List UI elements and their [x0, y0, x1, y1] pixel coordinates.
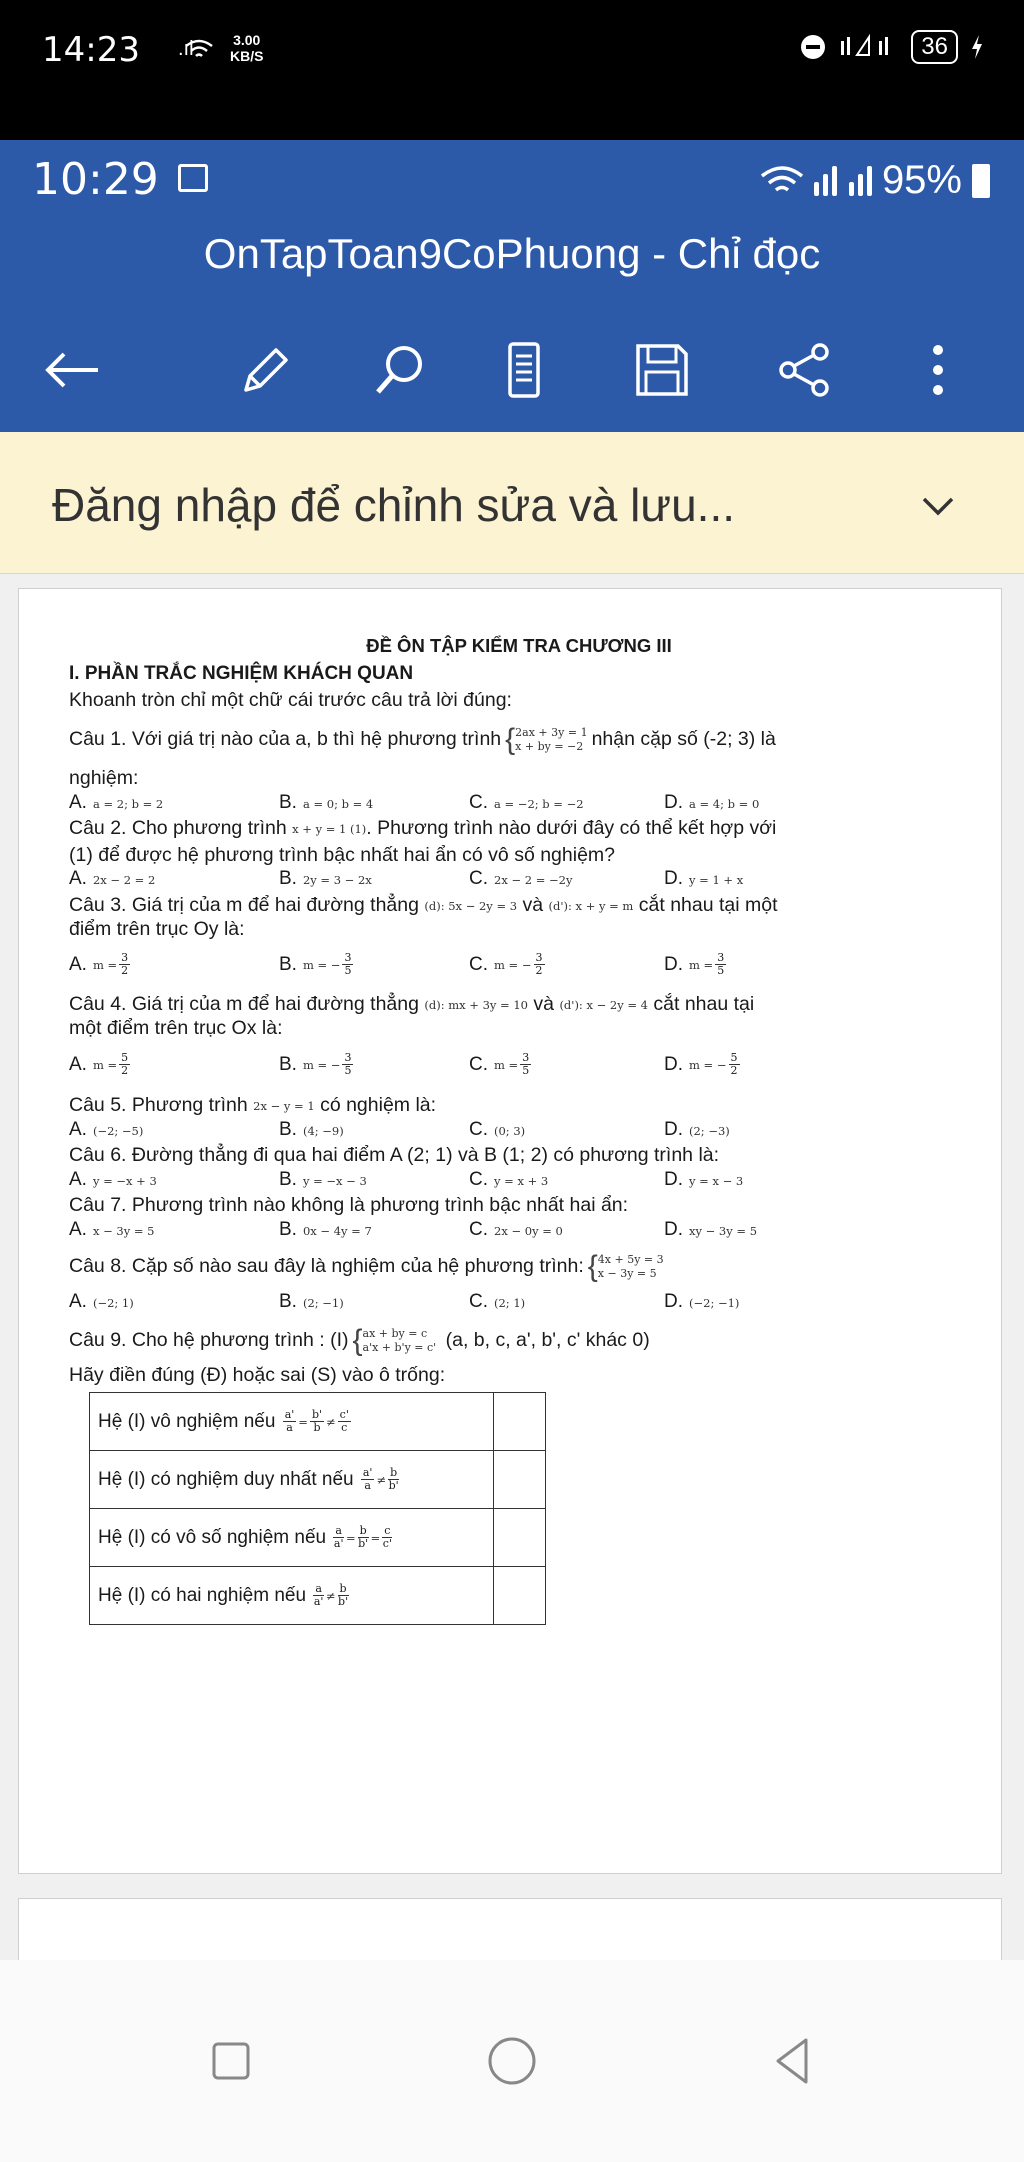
instruction: Khoanh tròn chỉ một chữ cái trước câu trả lời đúng:: [69, 689, 512, 711]
equation-system: { ax + by = c a'x + b'y = c': [352, 1324, 437, 1358]
answer-d[interactable]: D. y = x − 3: [664, 1168, 744, 1190]
charging-icon: [970, 34, 984, 60]
question-1: Câu 1. Với giá trị nào của a, b thì hệ phương trình { 2ax + 3y = 1 x + by = −2 nhận cặp số (-2; 3) là: [69, 723, 776, 756]
condition-cell: Hệ (I) có vô số nghiệm nếu $\frac{a}{a'}$ = $\frac{b}{b'}$ = $\frac{c}{c'}$: [90, 1509, 494, 1567]
document-title: OnTapToan9CoPhuong - Chỉ đọc: [203, 230, 821, 277]
more-icon[interactable]: [906, 338, 970, 402]
share-icon[interactable]: [772, 338, 836, 402]
document-content: [69, 633, 969, 1625]
back-arrow-icon[interactable]: [40, 338, 104, 402]
section-heading: I. PHẦN TRẮC NGHIỆM KHÁCH QUAN: [69, 663, 414, 684]
home-icon[interactable]: [481, 2030, 543, 2092]
answer-c[interactable]: C. y = x + 3: [469, 1168, 549, 1190]
wifi-icon: [184, 38, 214, 60]
answer-c[interactable]: C. m = − $\frac{3}{2}$: [469, 951, 543, 978]
answer-a[interactable]: A. m = $\frac{3}{2}$: [69, 951, 129, 978]
condition-cell: Hệ (I) có hai nghiệm nếu $\frac{a}{a'}$ ≠ $\frac{b}{b'}$: [90, 1567, 494, 1625]
signal-icon: .ıl: [178, 38, 194, 60]
answer-row: [69, 1282, 969, 1322]
answer-a[interactable]: A. y = −x + 3: [69, 1168, 157, 1190]
equation-system: { 4x + 5y = 3 x − 3y = 5: [587, 1250, 664, 1284]
network-speed: 3.00 KB/S: [230, 32, 264, 64]
answer-b[interactable]: B. 0x − 4y = 7: [279, 1218, 372, 1240]
battery-icon: [972, 164, 990, 198]
condition-cell: Hệ (I) vô nghiệm nếu $\frac{a'}{a}$ = $\frac{b'}{b}$ ≠ $\frac{c'}{c}$: [90, 1393, 494, 1451]
answer-d[interactable]: D. y = 1 + x: [664, 868, 744, 890]
equation-system: { 2ax + 3y = 1 x + by = −2: [505, 723, 588, 756]
question-3: Câu 3. Giá trị của m để hai đường thẳng (d): 5x − 2y = 3 và (d'): x + y = m cắt nhau tại một: [69, 893, 778, 916]
question-2: Câu 2. Cho phương trình x + y = 1 (1). Phương trình nào dưới đây có thể kết hợp với: [69, 817, 777, 839]
answer-a[interactable]: A. 2x − 2 = 2: [69, 868, 156, 890]
answer-a[interactable]: A. a = 2; b = 2: [69, 791, 164, 813]
recent-apps-icon[interactable]: [200, 2030, 262, 2092]
answer-c[interactable]: C. (0; 3): [469, 1118, 526, 1140]
answer-c[interactable]: C. (2; 1): [469, 1290, 526, 1312]
answer-row: [69, 868, 969, 892]
answer-b[interactable]: B. m = − $\frac{3}{5}$: [279, 1051, 352, 1078]
question-text: điểm trên trục Oy là:: [69, 917, 245, 940]
answer-box[interactable]: [494, 1509, 546, 1567]
answer-b[interactable]: B. (4; −9): [279, 1118, 344, 1140]
battery-percent: 95%: [881, 158, 962, 202]
question-text: (1) để được hệ phương trình bậc nhất hai ẩn có vô số nghiệm?: [69, 843, 616, 866]
answer-row: [69, 1038, 969, 1092]
answer-d[interactable]: D. (−2; −1): [664, 1290, 740, 1312]
reading-view-icon[interactable]: [492, 338, 556, 402]
dnd-icon: [799, 33, 827, 61]
answer-b[interactable]: B. a = 0; b = 4: [279, 791, 374, 813]
app-header: [0, 140, 1024, 432]
question-6: Câu 6. Đường thẳng đi qua hai điểm A (2; 1) và B (1; 2) có phương trình là:: [69, 1144, 720, 1167]
signal-bars-icon: [839, 33, 899, 61]
system-nav-bar: [0, 1960, 1024, 2162]
answer-row: [69, 1168, 969, 1192]
answer-d[interactable]: D. (2; −3): [664, 1118, 730, 1140]
table-row: [90, 1509, 546, 1567]
answer-d[interactable]: D. a = 4; b = 0: [664, 791, 760, 813]
question-4: Câu 4. Giá trị của m để hai đường thẳng (d): mx + 3y = 10 và (d'): x − 2y = 4 cắt nhau tại: [69, 992, 755, 1015]
save-icon[interactable]: [630, 338, 694, 402]
question-5: Câu 5. Phương trình 2x − y = 1 có nghiệm là:: [69, 1093, 437, 1116]
true-false-table: [89, 1392, 546, 1625]
answer-box[interactable]: [494, 1567, 546, 1625]
answer-row: [69, 1118, 969, 1142]
search-icon[interactable]: [368, 338, 432, 402]
phone-status-bar: [0, 0, 1024, 78]
chevron-down-icon[interactable]: [918, 486, 958, 526]
signin-banner[interactable]: [0, 432, 1024, 574]
answer-box[interactable]: [494, 1393, 546, 1451]
answer-a[interactable]: A. x − 3y = 5: [69, 1218, 155, 1240]
answer-d[interactable]: D. m = $\frac{3}{5}$: [664, 951, 725, 978]
signin-banner-text: Đăng nhập để chỉnh sửa và lưu...: [52, 479, 736, 531]
answer-b[interactable]: B. m = − $\frac{3}{5}$: [279, 951, 352, 978]
answer-row: [69, 791, 969, 815]
wifi-icon: [760, 164, 804, 198]
answer-c[interactable]: C. m = $\frac{3}{5}$: [469, 1051, 530, 1078]
pen-icon[interactable]: [232, 338, 296, 402]
answer-a[interactable]: A. m = $\frac{5}{2}$: [69, 1051, 129, 1078]
answer-row: [69, 1218, 969, 1242]
table-row: [90, 1567, 546, 1625]
status-time: 14:23: [42, 30, 140, 70]
document-page: [18, 588, 1002, 1874]
inner-time: 10:29: [32, 154, 159, 205]
question-8: Câu 8. Cặp số nào sau đây là nghiệm của hệ phương trình: { 4x + 5y = 3 x − 3y = 5: [69, 1250, 664, 1284]
battery-indicator: 36: [911, 30, 958, 64]
answer-b[interactable]: B. (2; −1): [279, 1290, 344, 1312]
question-9: Câu 9. Cho hệ phương trình : (I) { ax + by = c a'x + b'y = c' (a, b, c, a', b', c' khác 0): [69, 1324, 650, 1358]
answer-box[interactable]: [494, 1451, 546, 1509]
question-7: Câu 7. Phương trình nào không là phương trình bậc nhất hai ẩn:: [69, 1194, 629, 1217]
answer-a[interactable]: A. (−2; −5): [69, 1118, 144, 1140]
answer-c[interactable]: C. 2x − 2 = −2y: [469, 868, 573, 890]
table-instruction: Hãy điền đúng (Đ) hoặc sai (S) vào ô trống:: [69, 1364, 446, 1387]
answer-c[interactable]: C. 2x − 0y = 0: [469, 1218, 563, 1240]
question-text: một điểm trên trục Ox là:: [69, 1016, 283, 1039]
question-text: nghiệm:: [69, 767, 139, 789]
back-icon[interactable]: [762, 2030, 824, 2092]
word-app: [0, 140, 1024, 1960]
condition-cell: Hệ (I) có nghiệm duy nhất nếu $\frac{a'}{a}$ ≠ $\frac{b}{b'}$: [90, 1451, 494, 1509]
screen-gap: [0, 78, 1024, 140]
table-row: [90, 1393, 546, 1451]
answer-a[interactable]: A. (−2; 1): [69, 1290, 134, 1312]
exam-title: ĐỀ ÔN TẬP KIỂM TRA CHƯƠNG III: [366, 635, 672, 656]
answer-c[interactable]: C. a = −2; b = −2: [469, 791, 584, 813]
table-row: [90, 1451, 546, 1509]
answer-d[interactable]: D. m = − $\frac{5}{2}$: [664, 1051, 738, 1078]
answer-d[interactable]: D. xy − 3y = 5: [664, 1218, 758, 1240]
answer-b[interactable]: B. y = −x − 3: [279, 1168, 367, 1190]
answer-row: [69, 939, 969, 991]
toolbar: [0, 330, 1024, 410]
next-page: [18, 1898, 1002, 1960]
answer-b[interactable]: B. 2y = 3 − 2x: [279, 868, 372, 890]
picture-icon: [178, 164, 208, 192]
signal-bars-icon: [814, 166, 872, 196]
